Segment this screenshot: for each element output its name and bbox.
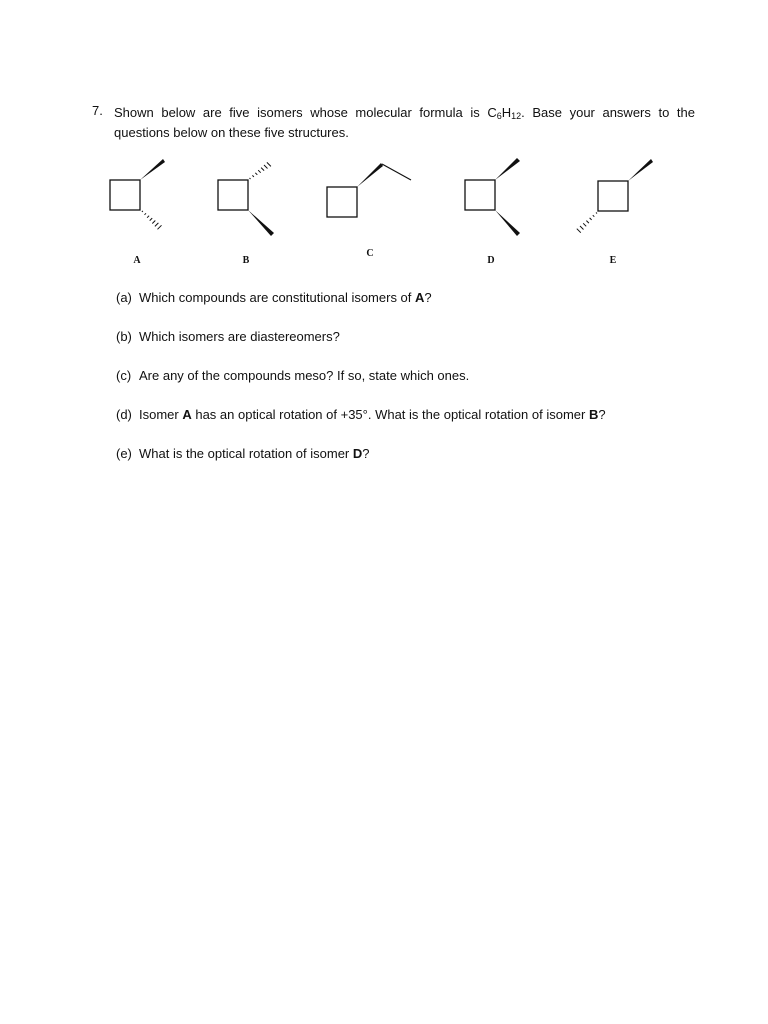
label-b: B	[242, 255, 250, 266]
part-a: (a) Which compounds are constitutional isomers of A?	[116, 290, 432, 305]
part-b: (b) Which isomers are diastereomers?	[116, 329, 340, 344]
label-e: E	[609, 255, 617, 266]
question-number: 7.	[92, 103, 103, 118]
isomer-structures	[0, 150, 768, 275]
part-b-tag: (b)	[116, 329, 132, 344]
part-c: (c) Are any of the compounds meso? If so, state which ones.	[116, 368, 470, 383]
part-c-tag: (c)	[116, 368, 132, 383]
part-e-tag: (e)	[116, 446, 132, 461]
part-d: (d) Isomer A has an optical rotation of +35°. What is the optical rotation of isomer B?	[116, 407, 606, 422]
label-a: A	[133, 255, 141, 266]
structure-b	[218, 162, 274, 236]
label-c: C	[366, 248, 374, 259]
question-line-1: Shown below are five isomers whose molecular formula is $C_6H_{12}$. Base your answers to the	[114, 105, 695, 121]
structure-e	[577, 159, 653, 233]
question-line-2: questions below on these five structures.	[114, 125, 349, 140]
part-a-tag: (a)	[116, 290, 132, 305]
structure-d	[465, 158, 520, 236]
part-d-tag: (d)	[116, 407, 132, 422]
structure-a	[110, 159, 165, 229]
structure-c	[327, 163, 411, 217]
question-text	[114, 103, 695, 143]
label-d: D	[487, 255, 495, 266]
part-e: (e) What is the optical rotation of isomer D?	[116, 446, 370, 461]
